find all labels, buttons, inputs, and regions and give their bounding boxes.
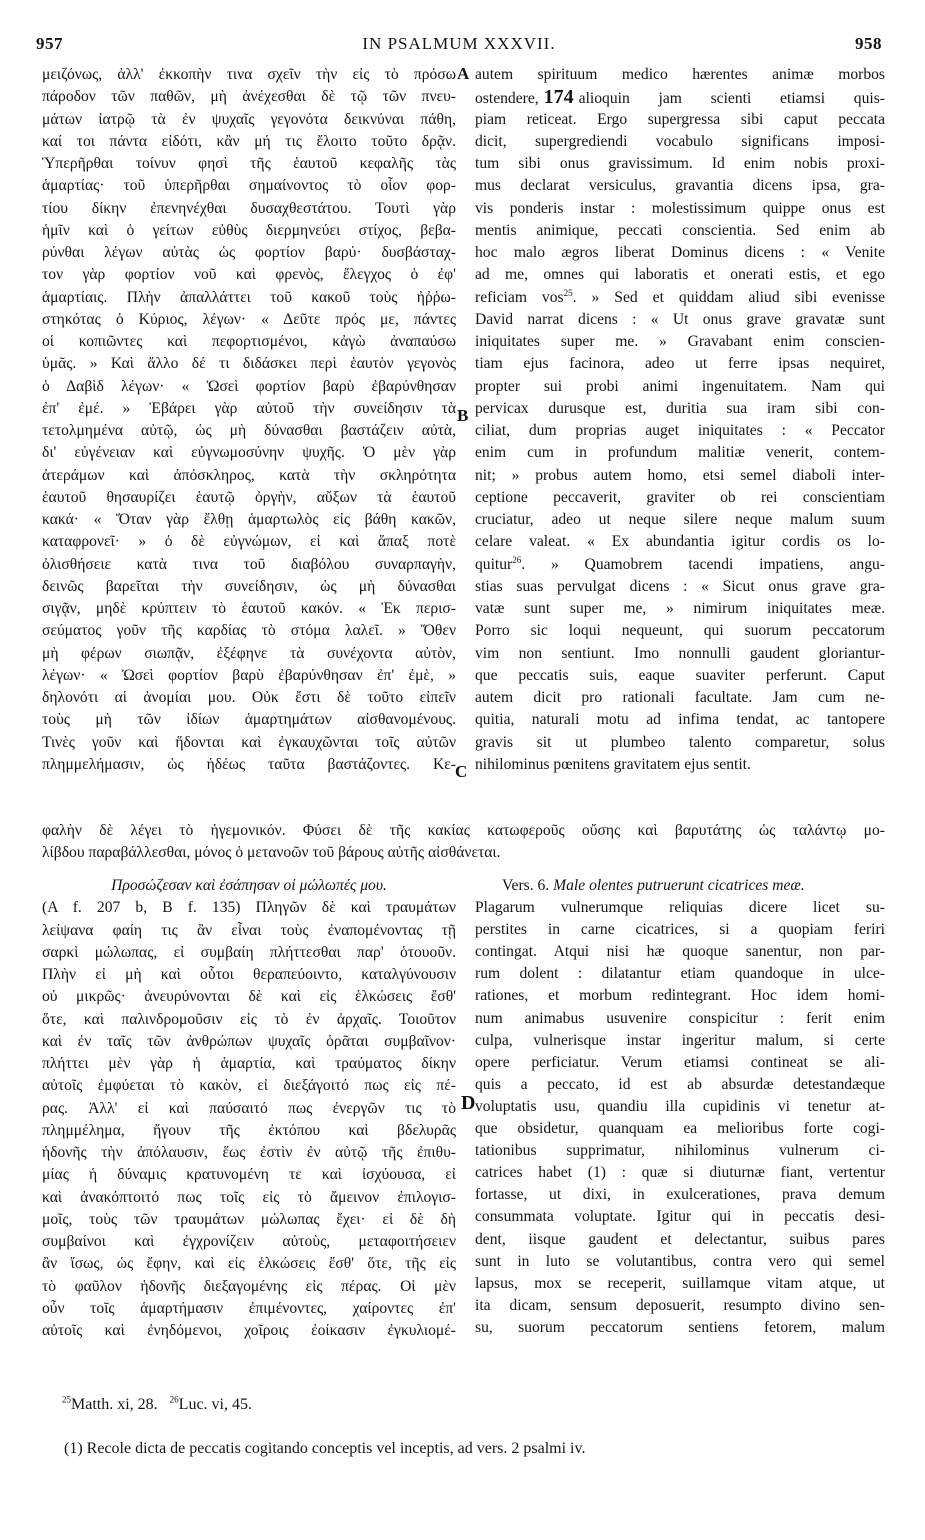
text-line: David narrat dicens : « Ut onus grave gravatæ sunt [475, 310, 885, 328]
text-line: propter sui probi animi ingenuitatem. Nam qui [475, 377, 885, 395]
text-line: enim cum in profundum malitiæ venerit, contem- [475, 444, 885, 462]
text-line: nihilominus pœnitens gravitatem ejus sentit. [475, 755, 751, 773]
text-line: δηλονότι αἱ ἀνομίαι μου. Οὐκ ἔστι δὲ τοῦτο εἰπεῖν [42, 689, 456, 706]
text-line: ὅτε, καὶ παλινδρομοῦσιν εἰς τὸ ἐν ἀρχαῖς. Τοιοῦτον [42, 1010, 456, 1028]
text-line: μὴ φέρων σιωπᾷν, ἐξέφηνε τὰ συνέχοντα αὐτὸν, [42, 644, 456, 662]
text-line: κακά· « Ὅταν γὰρ ἔλθῃ ἁμαρτωλὸς εἰς βάθη κακῶν, [42, 511, 456, 528]
text-line: piam reticeat. Ergo supergressa sibi caput peccata [475, 110, 885, 128]
editor-note: (1) Recole dicta de peccatis cogitando conceptis vel inceptis, ad vers. 2 psalmi iv. [64, 1440, 586, 1457]
text-line: culpa, vulnerisque instar ingeritur malum, si certe [475, 1031, 885, 1049]
text-line: que peccatis suis, eaque suaviter perferunt. Caput [475, 666, 885, 684]
greek-verse-heading: Προσώζεσαν καὶ ἐσάπησαν οἱ μώλωπές μου. [111, 877, 387, 894]
text-line: fortasse, ut dixi, in exulcerationes, prava demum [475, 1186, 885, 1204]
text-line: οἱ κοπιῶντες καὶ πεφορτισμένοι, κἀγὼ ἀναπαύσω [42, 333, 456, 350]
footnote-25: Matth. xi, 28. [71, 1396, 158, 1413]
text-line: σεύματος γοῦν τῆς καρδίας τὸ στόμα λαλεῖ. » Ὅθεν [42, 622, 456, 640]
text-line: ρύνθαι λέγων αὐτὰς ὡς φορτίον βαρύ· δυσβάσταχ- [42, 244, 456, 261]
text-line: τίου δίκην ἐπενηνέχθαι δυσαχθεστάτου. Τουτὶ γὰρ [42, 199, 456, 217]
text-line: sunt in luto se volutantibus, contra vero qui semel [475, 1252, 885, 1270]
text-line: οὖν τοῖς ἁμαρτήμασιν ἐπιμένοντες, χαίροντες ἐπ' [42, 1299, 456, 1317]
text-line: μοῖς, τοὺς τῶν τραυμάτων μώλωπας ἔχει· εἰ δὲ δὴ [42, 1210, 456, 1228]
text-line: ἐπ' ἐμέ. » Ἐβάρει γὰρ αὐτοῦ τὴν συνείδησιν τὰ [42, 399, 456, 417]
text-line: catrices habet (1) : quæ si diuturnæ fiant, vertentur [475, 1164, 885, 1182]
text-line: consummata voluptate. Igitur qui in peccatis desi- [475, 1208, 885, 1226]
text-line: πλήττει μὲν γὰρ ἡ ἁμαρτία, καὶ τραύματος δίκην [42, 1055, 456, 1072]
text-line: ceptione peccaverit, graviter ob rei conscientiam [475, 488, 885, 506]
text-line: αὐτοῖς καὶ ἐνηδόμενοι, χοῖροις ἐοίκασιν ἐγκυλιομέ- [42, 1322, 456, 1339]
text-line: dent, iisque gaudent et delectantur, suibus pares [475, 1230, 885, 1248]
latin-column-lower [475, 875, 885, 1339]
text-line: celare valeat. « Ex abundantia igitur cordis os lo- [475, 533, 885, 551]
text-line: σιγᾷν, μηδὲ κρύπτειν τὸ ἑαυτοῦ κακόν. « Ἐκ περισ- [42, 600, 456, 617]
text-line: ἡδονῆς τὴν ἀπόλαυσιν, ἕως ἐστὶν ἐν αὐτῷ τῆς ἐπιθυ- [42, 1144, 456, 1161]
greek-column-lower [42, 875, 456, 1342]
text-line: mus declarat versiculus, gravantia dicens ipsa, gra- [475, 177, 885, 195]
text-line: cruciatur, adeo ut neque silere neque malum suum [475, 511, 885, 528]
text-line: καὶ ἀνακόπτοιτό πως τοῖς εἰς τὸ ἄμεινον ἐπιλογισ- [42, 1188, 456, 1206]
running-title: IN PSALMUM XXXVII. [362, 34, 556, 53]
text-line: autem spirituum medico hærentes animæ morbos [475, 66, 885, 83]
footnote-26: Luc. vi, 45. [178, 1396, 252, 1413]
text-line: ἑαυτοῦ θησαυρίζει ἑαυτῷ ὀργὴν, αὔξων τὰ ἑαυτοῦ [42, 488, 456, 506]
text-line: ὁ Δαβὶδ λέγων· « Ὡσεὶ φορτίον βαρὺ ἐβαρύνθησαν [42, 377, 456, 395]
text-line: μειζόνως, ἀλλ' ἐκκοπὴν τινα σχεῖν τὴν εἰς τὸ πρόσω [42, 66, 456, 83]
text-line: opere perficiatur. Verum etiamsi contineat se ali- [475, 1053, 885, 1071]
text-line: σαρκὶ μώλωπας, εἰ συμβαίη πλήττεσθαι παρ' ὁτουοῦν. [42, 943, 456, 961]
text-line: autem dicit pro rationali facultate. Jam cum ne- [475, 689, 885, 706]
text-line: ὑμᾶς. » Καὶ ἄλλο δέ τι διδάσκει περὶ ἑαυτὸν γεγονὸς [42, 355, 456, 373]
text-line: nit; » probus autem homo, etsi semel diaboli inter- [475, 466, 885, 484]
text-line: στηκότας ὁ Κύριος, λέγων· « Δεῦτε πρός με, πάντες [42, 310, 456, 328]
footnote-ref-25: 25 [563, 287, 573, 298]
text-line: μίας ἡ δύναμις κρατυνομένη τε καὶ ἰσχύουσα, εἰ [42, 1166, 456, 1184]
text-line: συμβαίνοι καὶ ἐγχρονίζειν αὐτοὺς, μεταφοιτήσειεν [42, 1233, 456, 1250]
text-line: contingat. Atqui nisi hæ quoque sanentur, non par- [475, 943, 885, 961]
text-line: μάτων ἰατρῷ τὰ ἐν ψυχαῖς γεγονότα δεικνύναι πάθη, [42, 110, 456, 128]
text-line: reficiam vos$^{25}$. » Sed et quiddam aliud sibi evenisse [475, 287, 885, 306]
text-line: ἀτεράμων καὶ ἀπόσκληρος, κατὰ τὴν σκληρότητα [42, 466, 456, 484]
text-line: πλημμέλημα, ἤγουν τῆς ἐκτόπου καὶ βδελυρᾶς [42, 1121, 456, 1139]
text-line: dicit, supergrediendi vocabulo significans imposi- [475, 132, 885, 150]
margin-letter-d: D [461, 1092, 476, 1114]
text-line: tum sibi onus gravissimum. Id enim nobis proxi- [475, 155, 885, 172]
text-line: perstites in carne cicatrices, si a quopiam feriri [475, 921, 885, 939]
text-line: αὐτοῖς ἐμφύεται τὸ κακὸν, εἰ διεξάγοιτό πως εἰς πέ- [42, 1077, 456, 1095]
text-line: καὶ ἐν ταῖς τῶν ἀνθρώπων ψυχαῖς ὁρᾶται συμβαῖνον· [42, 1032, 456, 1050]
column-number: 174 [543, 86, 574, 109]
text-line: que obsidetur, quanquam ea melioribus forte cogi- [475, 1120, 885, 1138]
text-line: lapsus, mox se receperit, suillamque vitam atque, ut [475, 1274, 885, 1292]
text-line: tiam ejus facinora, adeo ut ferre ipsas nequiret, [475, 355, 885, 373]
text-line: quis a peccato, id est ab absurdæ detestandæque [475, 1075, 885, 1093]
footnote-ref-26: 26 [512, 554, 522, 565]
greek-column-upper [42, 64, 456, 776]
text-line: rationes, et morbum redintegrant. Hoc idem homi- [475, 987, 885, 1005]
text-line: λίβδου παραβάλλεσθαι, μόνος ὁ μετανοῶν τοῦ βάρους αὐτῆς αἰσθάνεται. [42, 844, 501, 862]
text-line: οὐ μικρῶς· ἀνευρύνονται δὲ καὶ εἰς ἑλκώσεις ἔσθ' [42, 988, 456, 1006]
text-line: λείψανα φαίη τις ἂν εἶναι τοὺς ἐναπομένοντας τῇ [42, 921, 456, 939]
text-line: ἂν ἴσως, ὡς ἔφην, καὶ εἰς ἑλκώσεις ἔσθ' ὅτε, τῆς εἰς [42, 1255, 456, 1273]
text-line: ostendere, 174 alioquin jam scienti etiamsi quis- [475, 86, 885, 109]
text-line: ita dicam, sensum deposuerit, resumpto divino sen- [475, 1296, 885, 1314]
text-line: φαλὴν δὲ λέγει τὸ ἡγεμονικόν. Φύσει δὲ τῆς κακίας κατωφεροῦς οὔσης καὶ βαρυτάτης ὡς ταλάντῳ μο- [42, 822, 885, 839]
text-line: rum dolent : dilatantur etiam quandoque in ulce- [475, 965, 885, 983]
note-ref-1: (1) [587, 1164, 606, 1182]
text-line: λέγων· « Ὡσεὶ φορτίον βαρὺ ἐβαρύνθησαν ἐπ' ἐμὲ, » [42, 666, 456, 684]
text-line: δεινῶς βαρεῖται τὴν συνείδησιν, ὡς μὴ δύνασθαι [42, 577, 456, 595]
text-line: τετολμημένα αὐτῷ, ὡς μὴ δύνασθαι βαστάζειν αὐτὰ, [42, 422, 456, 439]
text-line: stias suas pervulgat dicens : « Sicut onus grave gra- [475, 577, 885, 595]
text-line: Plagarum vulnerumque reliquias dicere licet su- [475, 899, 885, 917]
full-width-greek-text [42, 820, 885, 865]
text-line: δι' εὐγένειαν καὶ εὐγνωμοσύνην ψυχῆς. Ὁ μὲν γὰρ [42, 444, 456, 462]
text-line: ciliat, dum proprias auget iniquitates : « Peccator [475, 422, 885, 439]
text-line: ἁμαρτίαις. Πλὴν ἀπαλλάττει τοῦ κακοῦ τοὺς ἠῤῥω- [42, 288, 456, 306]
text-line: πλημμελήμασιν, ὡς ἡδέως ταῦτα βαστάζοντες. Κε- [42, 755, 456, 773]
text-line: mentis animique, peccati conscientia. Sed enim ab [475, 221, 885, 239]
text-line: hoc malo ægros liberat Dominus dicens : « Venite [475, 244, 885, 261]
text-line: ad me, omnes qui laboratis et onerati estis, et ego [475, 266, 885, 284]
margin-letter-c: C [455, 762, 468, 781]
text-line: pervicax durusque est, duritia sua iram sibi con- [475, 399, 885, 417]
page-number-right: 958 [855, 34, 882, 53]
page-number-left: 957 [36, 34, 63, 53]
text-line: Τινὲς γοῦν καὶ ἥδονται καὶ ἐγκαυχῶνται τοῖς αὐτῶν [42, 733, 456, 751]
text-line: quitur$^{26}$. » Quamobrem tacendi impatiens, angu- [475, 554, 885, 573]
latin-column-upper [475, 64, 885, 776]
text-line: voluptatis usu, quandiu illa cupidinis vi tenetur at- [475, 1097, 885, 1115]
text-line: Porro sic loqui nequeunt, qui suorum peccatorum [475, 622, 885, 640]
text-line: vatæ sunt super me, » nimirum iniquitates meæ. [475, 600, 885, 617]
text-line: su, suorum peccatorum sentiens fetorem, malum [475, 1318, 885, 1336]
text-line: ἁμαρτίας· τοῦ ὑπερῆρθαι σημαίνοντος τὸ οἷον φορ- [42, 177, 456, 195]
text-line: τον γὰρ φορτίον νοῦ καὶ φρενὸς, ἔλεγχος ὁ ἐφ' [42, 266, 456, 284]
text-line: καταφρονεῖ· » ὁ δὲ εὐγνώμων, εἰ καὶ ἅπαξ ποτὲ [42, 533, 456, 551]
text-line: Ὑπερῆρθαι τοίνυν φησὶ τῆς ἑαυτοῦ κεφαλῆς τὰς [42, 155, 456, 172]
text-line: gravis sit ut plumbeo talento comparetur, solus [475, 733, 885, 751]
text-line: num animabus usuvenire conspicitur : ferit enim [475, 1009, 885, 1027]
text-line: quitia, naturali motu ad infima tendat, ac tantopere [475, 711, 885, 729]
text-line: ρας. Ἀλλ' εἰ καὶ παύσαιτό πως ἐνεργῶν τις τὸ [42, 1099, 456, 1117]
text-line: τοὺς μὴ τῶν ἰδίων ἁμαρτημάτων αἰσθανομένους. [42, 711, 456, 729]
text-line: vim non sentiunt. Imo nonnulli gaudent gloriantur- [475, 644, 885, 662]
text-line: Πλὴν εἰ μὴ καὶ οὗτοι θεραπεύοιντο, καταλγύνουσιν [42, 966, 456, 983]
text-line: iniquitates super me. » Gravabant enim conscien- [475, 333, 885, 350]
text-line: tationibus supprimatur, nihilominus vulnerum ci- [475, 1142, 885, 1160]
text-line: ὀλισθήσειε κατὰ τινα τοῦ διαβόλου συναρπαγὴν, [42, 555, 456, 573]
text-line: (A f. 207 b, B f. 135) Πληγῶν δὲ καὶ τραυμάτων [42, 899, 456, 917]
text-line: πάροδον τῶν παθῶν, μὴ ἀνέχεσθαι δὲ τῷ τῶν πνευ- [42, 88, 456, 106]
text-line: καί τοι πάντα εἰδότι, κἂν μή τις ἔλοιτο τοῦτο δρᾷν. [42, 132, 456, 150]
page-header [36, 34, 882, 58]
text-line: vis ponderis instar : molestissimum quippe onus est [475, 199, 885, 217]
footnotes: $^{25}$Matth. xi, 28. $^{26}$Luc. vi, 45. [62, 1394, 252, 1413]
text-line: τὸ φαῦλον ἡδονῆς διεξαγομένης εἰς πέρας. Οἱ μὲν [42, 1277, 456, 1295]
latin-verse-heading: Vers. 6. Male olentes putruerunt cicatrices meæ. [502, 877, 805, 894]
margin-letter-b: B [457, 406, 469, 425]
text-line: ἡμῖν καὶ ὁ γείτων εὐθὺς διερμηνεύει στίχος, βεβα- [42, 221, 456, 239]
margin-letter-a: A [457, 64, 470, 83]
